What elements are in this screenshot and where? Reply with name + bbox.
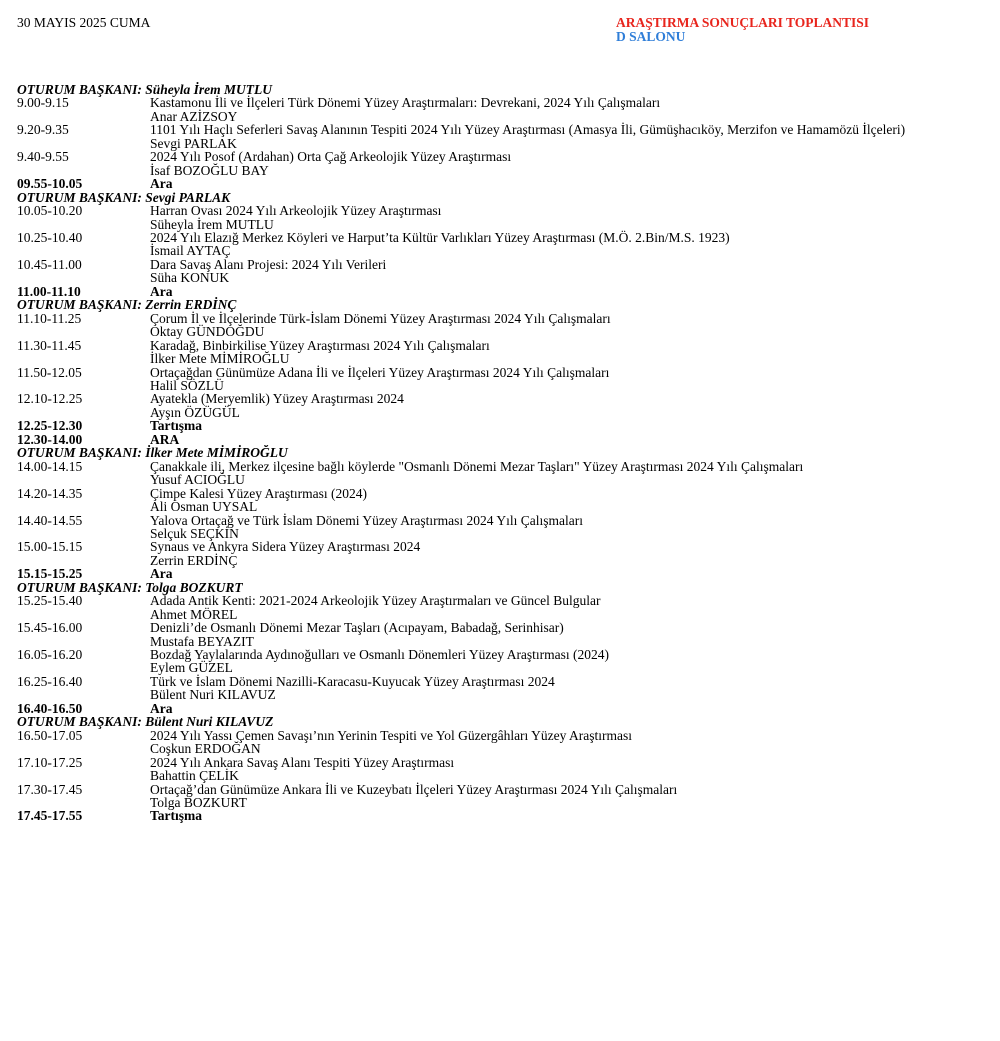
- presentation-speaker: Ayşın ÖZÜGÜL: [150, 404, 240, 420]
- break-row: [17, 177, 983, 190]
- presentation-content: [150, 487, 983, 514]
- presentation-title: Adada Antik Kenti: 2021-2024 Arkeolojik Yüzey Araştırmaları ve Güncel Bulgular: [150, 593, 601, 609]
- session-chair: OTURUM BAŞKANI: İlker Mete MİMİROĞLU: [17, 445, 288, 461]
- header-title: ARAŞTIRMA SONUÇLARI TOPLANTISI: [616, 15, 870, 30]
- presentation-speaker: Coşkun ERDOĞAN: [150, 741, 261, 757]
- presentation-title: Çanakkale ili, Merkez ilçesine bağlı köylerde "Osmanlı Dönemi Mezar Taşları" Yüzey Araştırması 2024 Yılı Çalışmaları: [150, 458, 804, 474]
- break-time: 16.40-16.50: [17, 700, 83, 716]
- presentation-row: [17, 96, 983, 123]
- session-chair: OTURUM BAŞKANI: Zerrin ERDİNÇ: [17, 297, 237, 313]
- presentation-title: 2024 Yılı Yassı Çemen Savaşı’nın Yerinin Tespiti ve Yol Güzergâhları Yüzey Araştırması: [150, 727, 633, 743]
- presentation-content: [150, 621, 983, 648]
- presentation-speaker: Yusuf ACIOĞLU: [150, 472, 245, 488]
- presentation-title: Denizli’de Osmanlı Dönemi Mezar Taşları (Acıpayam, Babadağ, Serinhisar): [150, 620, 564, 636]
- presentation-content: [150, 231, 983, 258]
- presentation-time: 9.00-9.15: [17, 95, 69, 111]
- presentation-speaker: Ahmet MÖREL: [150, 606, 238, 622]
- presentation-content: [150, 648, 983, 675]
- presentation-title: Kastamonu İli ve İlçeleri Türk Dönemi Yüzey Araştırmaları: Devrekani, 2024 Yılı Çalışmaları: [150, 95, 661, 111]
- presentation-time: 17.30-17.45: [17, 781, 83, 797]
- presentation-content: [150, 460, 983, 487]
- presentation-content: [150, 96, 983, 123]
- presentation-time: 14.00-14.15: [17, 458, 83, 474]
- session-chair: OTURUM BAŞKANI: Süheyla İrem MUTLU: [17, 82, 273, 97]
- break-row: [17, 702, 983, 715]
- presentation-time: 14.40-14.55: [17, 512, 83, 528]
- presentation-content: [150, 594, 983, 621]
- presentation-title: 1101 Yılı Haçlı Seferleri Savaş Alanının Tespiti 2024 Yılı Yüzey Araştırması (Amasya İli, Gümüşhacıköy, Merzifon ve Hamamözü İlçeleri): [150, 122, 906, 138]
- break-row: [17, 285, 983, 298]
- presentation-title: Çorum İl ve İlçelerinde Türk-İslam Dönemi Yüzey Araştırması 2024 Yılı Çalışmaları: [150, 310, 611, 326]
- presentation-title: Synaus ve Ankyra Sidera Yüzey Araştırması 2024: [150, 539, 421, 555]
- presentation-title: Ortaçağ’dan Günümüze Ankara İli ve Kuzeybatı İlçeleri Yüzey Araştırması 2024 Yılı Çalışmaları: [150, 781, 678, 797]
- presentation-title: Türk ve İslam Dönemi Nazilli-Karacasu-Kuyucak Yüzey Araştırması 2024: [150, 673, 555, 689]
- break-time: 11.00-11.10: [17, 283, 81, 299]
- presentation-row: [17, 392, 983, 419]
- presentation-speaker: Mustafa BEYAZIT: [150, 633, 254, 649]
- presentation-title: Ortaçağdan Günümüze Adana İli ve İlçeleri Yüzey Araştırması 2024 Yılı Çalışmaları: [150, 364, 610, 380]
- presentation-content: [150, 540, 983, 567]
- presentation-row: [17, 648, 983, 675]
- presentation-row: [17, 756, 983, 783]
- presentation-row: [17, 366, 983, 393]
- presentation-speaker: Selçuk SEÇKİN: [150, 525, 239, 541]
- presentation-speaker: Ali Osman UYSAL: [150, 499, 258, 515]
- presentation-title: Çimpe Kalesi Yüzey Araştırması (2024): [150, 485, 367, 501]
- presentation-time: 11.50-12.05: [17, 364, 82, 380]
- presentation-content: [150, 783, 983, 810]
- presentation-row: [17, 783, 983, 810]
- presentation-title: 2024 Yılı Posof (Ardahan) Orta Çağ Arkeolojik Yüzey Araştırması: [150, 149, 512, 165]
- presentation-content: [150, 339, 983, 366]
- presentation-row: [17, 339, 983, 366]
- session-program: [17, 83, 983, 823]
- presentation-speaker: Eylem GÜZEL: [150, 660, 233, 676]
- presentation-speaker: Zerrin ERDİNÇ: [150, 552, 238, 568]
- presentation-row: [17, 150, 983, 177]
- presentation-time: 14.20-14.35: [17, 485, 83, 501]
- presentation-time: 16.05-16.20: [17, 647, 83, 663]
- presentation-title: Yalova Ortaçağ ve Türk İslam Dönemi Yüzey Araştırması 2024 Yılı Çalışmaları: [150, 512, 584, 528]
- presentation-title: Ayatekla (Meryemlik) Yüzey Araştırması 2024: [150, 391, 404, 407]
- presentation-title: 2024 Yılı Elazığ Merkez Köyleri ve Harput’ta Kültür Varlıkları Yüzey Araştırması (M.Ö. 2.Bin/M.S. 1923): [150, 229, 730, 245]
- presentation-time: 16.25-16.40: [17, 673, 83, 689]
- session-chair: OTURUM BAŞKANI: Bülent Nuri KILAVUZ: [17, 714, 274, 730]
- presentation-row: [17, 540, 983, 567]
- presentation-row: [17, 487, 983, 514]
- presentation-speaker: Tolga BOZKURT: [150, 795, 247, 811]
- presentation-row: [17, 258, 983, 285]
- break-time: 17.45-17.55: [17, 808, 83, 824]
- break-row: [17, 567, 983, 580]
- presentation-title: Dara Savaş Alanı Projesi: 2024 Yılı Verileri: [150, 256, 387, 272]
- presentation-content: [150, 123, 983, 150]
- presentation-time: 10.25-10.40: [17, 229, 83, 245]
- presentation-row: [17, 312, 983, 339]
- presentation-row: [17, 729, 983, 756]
- presentation-row: [17, 514, 983, 541]
- break-label: Tartışma: [150, 418, 203, 434]
- presentation-time: 17.10-17.25: [17, 754, 83, 770]
- presentation-content: [150, 150, 983, 177]
- break-time: 12.25-12.30: [17, 418, 83, 434]
- presentation-content: [150, 756, 983, 783]
- presentation-time: 9.40-9.55: [17, 149, 69, 165]
- presentation-speaker: Bahattin ÇELİK: [150, 768, 239, 784]
- break-label: Ara: [150, 283, 173, 299]
- presentation-time: 11.30-11.45: [17, 337, 82, 353]
- presentation-row: [17, 594, 983, 621]
- presentation-time: 11.10-11.25: [17, 310, 82, 326]
- presentation-speaker: Süha KONUK: [150, 270, 230, 286]
- presentation-row: [17, 460, 983, 487]
- presentation-speaker: İsaf BOZOĞLU BAY: [150, 162, 269, 178]
- presentation-content: [150, 729, 983, 756]
- break-time: 09.55-10.05: [17, 176, 83, 192]
- presentation-content: [150, 366, 983, 393]
- presentation-title: Harran Ovası 2024 Yılı Arkeolojik Yüzey Araştırması: [150, 203, 442, 219]
- header-hall: D SALONU: [616, 29, 686, 44]
- break-label: ARA: [150, 431, 180, 447]
- presentation-content: [150, 258, 983, 285]
- presentation-row: [17, 231, 983, 258]
- presentation-title: Bozdağ Yaylalarında Aydınoğulları ve Osmanlı Dönemleri Yüzey Araştırması (2024): [150, 647, 610, 663]
- presentation-speaker: Oktay GÜNDOĞDU: [150, 324, 265, 340]
- presentation-speaker: Sevgi PARLAK: [150, 135, 237, 151]
- presentation-row: [17, 675, 983, 702]
- session-chair: OTURUM BAŞKANI: Sevgi PARLAK: [17, 189, 231, 205]
- presentation-title: Karadağ, Binbirkilise Yüzey Araştırması 2024 Yılı Çalışmaları: [150, 337, 490, 353]
- presentation-speaker: Halil SÖZLÜ: [150, 377, 224, 393]
- presentation-time: 10.45-11.00: [17, 256, 82, 272]
- presentation-title: 2024 Yılı Ankara Savaş Alanı Tespiti Yüzey Araştırması: [150, 754, 455, 770]
- break-row: [17, 419, 983, 432]
- presentation-content: [150, 312, 983, 339]
- presentation-content: [150, 514, 983, 541]
- break-label: Ara: [150, 176, 173, 192]
- break-row: [17, 433, 983, 446]
- presentation-time: 15.25-15.40: [17, 593, 83, 609]
- break-label: Ara: [150, 700, 173, 716]
- presentation-time: 15.00-15.15: [17, 539, 83, 555]
- break-time: 15.15-15.25: [17, 566, 83, 582]
- break-row: [17, 809, 983, 822]
- presentation-content: [150, 675, 983, 702]
- session-chair: OTURUM BAŞKANI: Tolga BOZKURT: [17, 579, 243, 595]
- break-label: Ara: [150, 566, 173, 582]
- break-label: Tartışma: [150, 808, 203, 824]
- presentation-time: 15.45-16.00: [17, 620, 83, 636]
- presentation-time: 9.20-9.35: [17, 122, 69, 138]
- break-time: 12.30-14.00: [17, 431, 83, 447]
- presentation-content: [150, 392, 983, 419]
- header-date: 30 MAYIS 2025 CUMA: [17, 15, 151, 30]
- presentation-speaker: Anar AZİZSOY: [150, 108, 238, 124]
- presentation-content: [150, 204, 983, 231]
- presentation-speaker: Süheyla İrem MUTLU: [150, 216, 274, 232]
- presentation-time: 10.05-10.20: [17, 203, 83, 219]
- presentation-row: [17, 621, 983, 648]
- presentation-row: [17, 123, 983, 150]
- presentation-speaker: İsmail AYTAÇ: [150, 243, 231, 259]
- presentation-speaker: İlker Mete MİMİROĞLU: [150, 351, 290, 367]
- presentation-row: [17, 204, 983, 231]
- presentation-speaker: Bülent Nuri KILAVUZ: [150, 687, 276, 703]
- presentation-time: 16.50-17.05: [17, 727, 83, 743]
- presentation-time: 12.10-12.25: [17, 391, 83, 407]
